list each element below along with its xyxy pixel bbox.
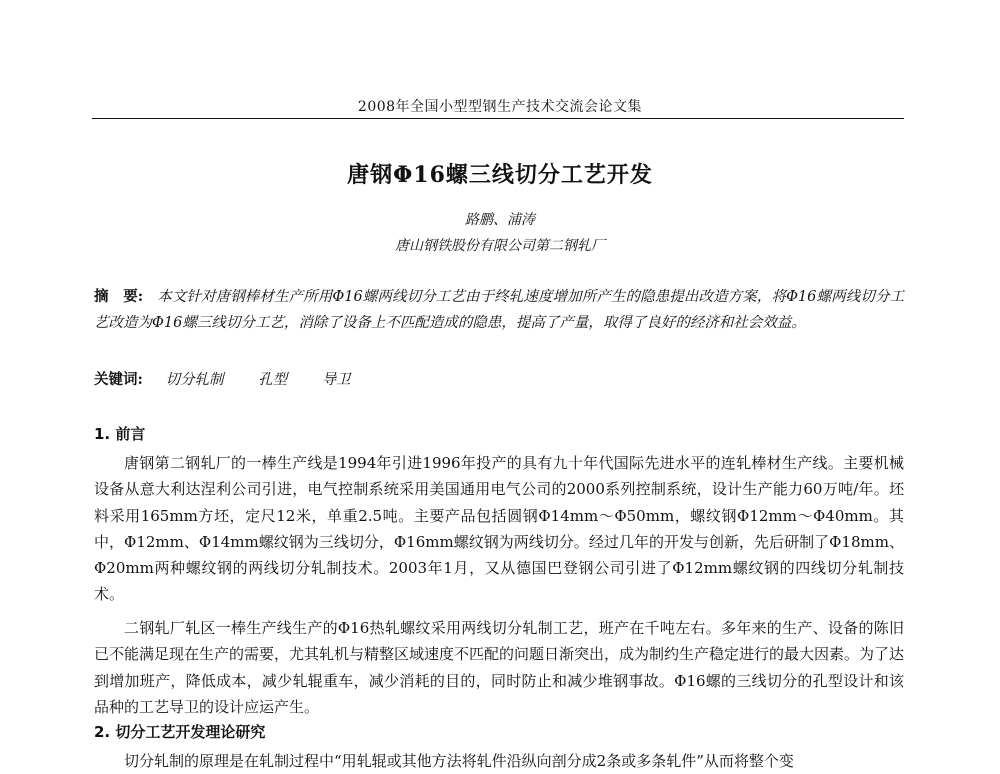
body-paragraph xyxy=(94,450,904,608)
keyword-item: 导卫 xyxy=(321,372,351,388)
header-rule xyxy=(92,118,904,119)
section-heading-theory: 2. 切分工艺开发理论研究 xyxy=(94,723,266,741)
section-heading-introduction: 1. 前言 xyxy=(94,425,146,443)
running-header: 2008年全国小型型钢生产技术交流会论文集 xyxy=(357,99,643,115)
keywords-label: 关键词: xyxy=(94,371,143,388)
keyword-item: 切分轧制 xyxy=(165,372,224,388)
paragraph-text: 切分轧制的原理是在轧制过程中“用轧辊或其他方法将轧件沿纵向剖分成2条或多条轧件”从而将整个变 xyxy=(124,752,794,770)
paragraph-text: 唐钢第二钢轧厂的一棒生产线是1994年引进1996年投产的具有九十年代国际先进水平的连轧棒材生产线。主要机械设备从意大利达涅利公司引进，电气控制系统采用美国通用电气公司的2000系列控制系统，设计生产能力60万吨/年。坯料采用165mm方坯，定尺12米，单重2.5吨。主要产品包括圆钢Φ14mm～Φ50mm，螺纹钢Φ12mm～Φ40mm。其中，Φ12mm、Φ14mm螺纹钢为三线切分，Φ16mm螺纹钢为两线切分。经过几年的开发与创新，先后研制了Φ18mm、Φ20mm两种螺纹钢的两线切分轧制技术。2003年1月，又从德国巴登钢公司引进了Φ12mm螺纹钢的四线切分轧制技术。 xyxy=(94,454,904,604)
paragraph-text: 二钢轧厂轧区一棒生产线生产的Φ16热轧螺纹采用两线切分轧制工艺，班产在千吨左右。多年来的生产、设备的陈旧已不能满足现在生产的需要，尤其轧机与精整区域速度不匹配的问题日渐突出，成为制约生产稳定进行的最大因素。为了达到增加班产，降低成本，减少轧辊重车，减少消耗的目的，同时防止和减少堆钢事故。Φ16螺的三线切分的孔型设计和该品种的工艺导卫的设计应运产生。 xyxy=(94,619,905,716)
body-paragraph xyxy=(94,748,904,770)
paper-affiliation: 唐山钢铁股份有限公司第二钢轧厂 xyxy=(395,238,605,254)
keyword-item: 孔型 xyxy=(258,372,288,388)
abstract xyxy=(94,284,904,336)
abstract-label: 摘 要: xyxy=(94,288,144,305)
body-paragraph xyxy=(94,615,904,720)
abstract-text: 本文针对唐钢棒材生产所用Φ16螺两线切分工艺由于终轧速度增加所产生的隐患提出改造方案，将Φ16螺两线切分工艺改造为Φ16螺三线切分工艺，消除了设备上不匹配造成的隐患，提高了产量，取得了良好的经济和社会效益。 xyxy=(94,289,904,331)
keywords xyxy=(94,368,904,392)
paper-title: 唐钢Φ16螺三线切分工艺开发 xyxy=(347,162,653,188)
paper-authors: 路鹏、浦涛 xyxy=(465,212,535,228)
